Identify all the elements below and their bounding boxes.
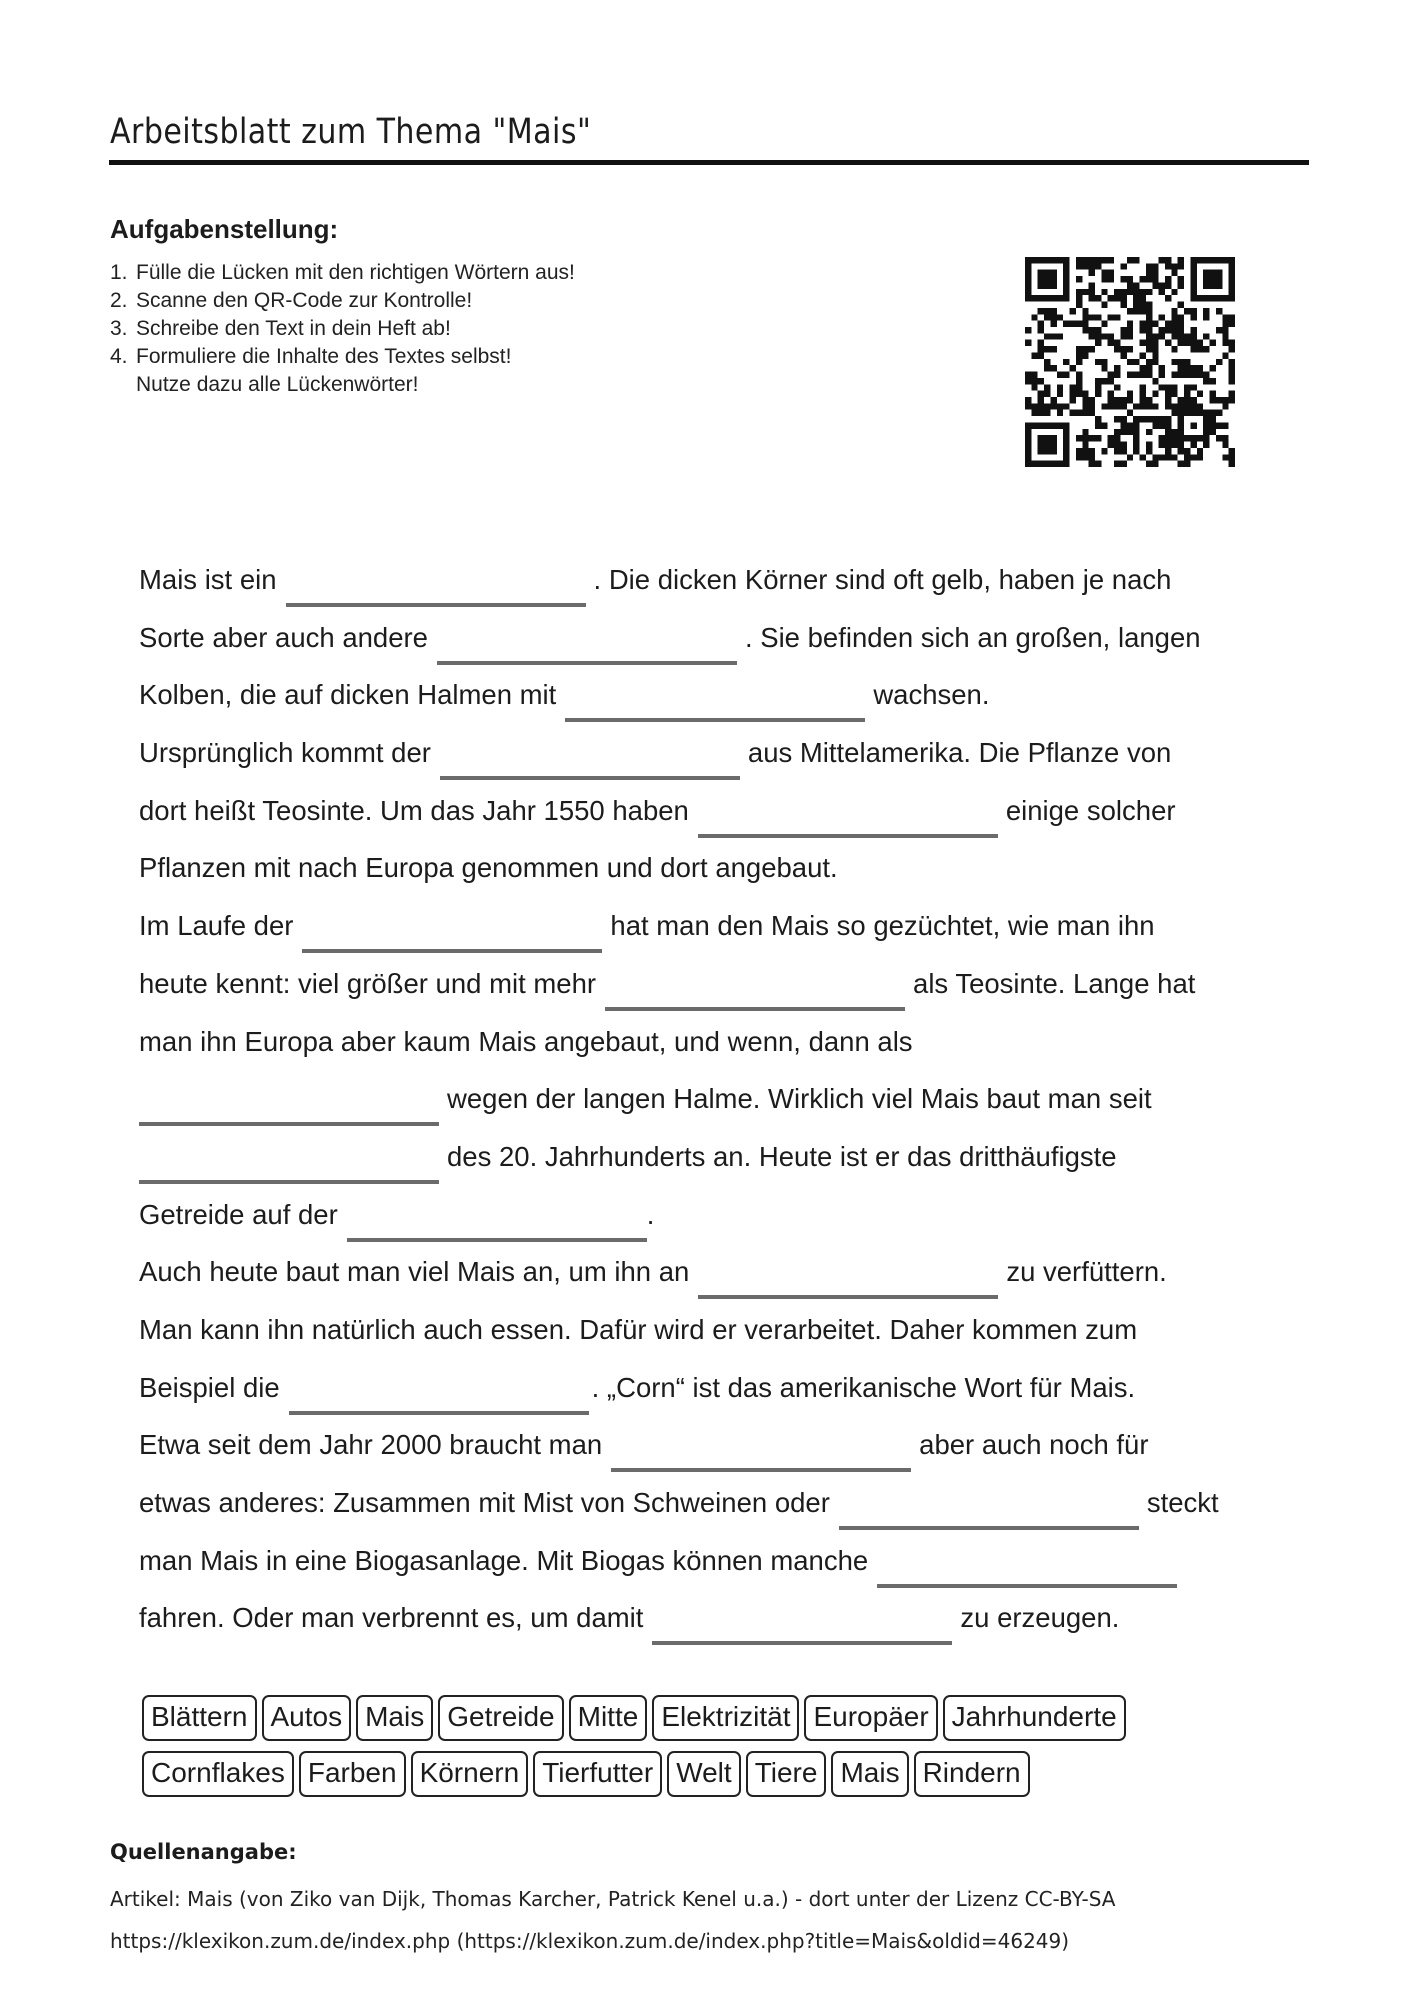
- text-line: [139, 1359, 1339, 1417]
- title-rule: [109, 160, 1309, 165]
- task-number: 4.: [110, 345, 128, 368]
- blank-field[interactable]: [605, 1007, 905, 1011]
- word-chip[interactable]: Körnern: [411, 1751, 529, 1797]
- word-chip[interactable]: Mitte: [569, 1695, 648, 1741]
- text-line: [139, 609, 1339, 667]
- task-continuation: Nutze dazu alle Lückenwörter!: [136, 373, 419, 396]
- text-segment: man Mais in eine Biogasanlage. Mit Biogas können manche: [139, 1544, 869, 1576]
- blank-field[interactable]: [440, 776, 740, 780]
- text-segment: Beispiel die: [139, 1371, 280, 1403]
- word-chip[interactable]: Jahrhunderte: [943, 1695, 1126, 1741]
- text-line: [139, 724, 1339, 782]
- text-segment: wegen der langen Halme. Wirklich viel Mais baut man seit: [447, 1083, 1152, 1115]
- text-segment: etwas anderes: Zusammen mit Mist von Schweinen oder: [139, 1487, 830, 1518]
- blank-field[interactable]: [652, 1641, 952, 1645]
- text-segment: Im Laufe der: [139, 910, 294, 942]
- word-chip[interactable]: Mais: [831, 1751, 908, 1797]
- text-segment: fahren. Oder man verbrennt es, um damit: [139, 1602, 644, 1634]
- task-item: [110, 315, 575, 343]
- text-line: [139, 1532, 1339, 1590]
- word-bank-row: [142, 1695, 1131, 1751]
- task-text: Schreibe den Text in dein Heft ab!: [136, 317, 451, 340]
- text-segment: Etwa seit dem Jahr 2000 braucht man: [139, 1429, 603, 1461]
- text-segment: .: [646, 1198, 655, 1230]
- text-line: [139, 1243, 1339, 1301]
- text-segment: als Teosinte. Lange hat: [913, 967, 1196, 999]
- text-segment: Pflanzen mit nach Europa genommen und dort angebaut.: [139, 852, 838, 884]
- sources-heading: Quellenangabe:: [110, 1840, 297, 1864]
- cloze-text: [139, 551, 1339, 1647]
- text-segment: Kolben, die auf dicken Halmen mit: [139, 679, 557, 711]
- text-line: [139, 1186, 1339, 1244]
- text-segment: des 20. Jahrhunderts an. Heute ist er das dritthäufigste: [447, 1140, 1117, 1172]
- word-chip[interactable]: Rindern: [914, 1751, 1030, 1797]
- text-segment: aber auch noch für: [919, 1429, 1149, 1461]
- text-line: [139, 666, 1339, 724]
- task-text: Formuliere die Inhalte des Textes selbst!: [136, 345, 512, 368]
- text-segment: Mais ist ein: [139, 564, 277, 595]
- word-chip[interactable]: Blättern: [142, 1695, 257, 1741]
- word-chip[interactable]: Cornflakes: [142, 1751, 294, 1797]
- blank-field[interactable]: [877, 1584, 1177, 1588]
- task-number: 1.: [110, 261, 128, 284]
- word-chip[interactable]: Elektrizität: [652, 1695, 799, 1741]
- blank-field[interactable]: [611, 1468, 911, 1472]
- blank-field[interactable]: [698, 1295, 998, 1299]
- task-item: [110, 287, 575, 315]
- text-line: [139, 551, 1339, 609]
- task-heading: Aufgabenstellung:: [110, 214, 339, 244]
- text-line: [139, 1128, 1339, 1186]
- text-segment: dort heißt Teosinte. Um das Jahr 1550 haben: [139, 794, 689, 826]
- word-chip[interactable]: Welt: [667, 1751, 741, 1797]
- text-segment: Man kann ihn natürlich auch essen. Dafür wird er verarbeitet. Daher kommen zum: [139, 1313, 1138, 1345]
- task-item: [110, 259, 575, 287]
- text-segment: heute kennt: viel größer und mit mehr: [139, 967, 597, 999]
- text-segment: Getreide auf der: [139, 1198, 338, 1230]
- blank-field[interactable]: [139, 1122, 439, 1126]
- text-segment: Ursprünglich kommt der: [139, 737, 431, 769]
- word-chip[interactable]: Farben: [299, 1751, 406, 1797]
- text-segment: zu verfüttern.: [1006, 1256, 1167, 1288]
- qr-code-icon[interactable]: [1025, 257, 1235, 467]
- blank-field[interactable]: [286, 603, 586, 607]
- text-line: [139, 1070, 1339, 1128]
- blank-field[interactable]: [302, 949, 602, 953]
- text-segment: steckt: [1146, 1487, 1219, 1518]
- word-bank: [142, 1695, 1131, 1807]
- blank-field[interactable]: [437, 661, 737, 665]
- text-line: [139, 1301, 1339, 1359]
- blank-field[interactable]: [698, 834, 998, 838]
- word-chip[interactable]: Tierfutter: [533, 1751, 662, 1797]
- task-text: Scanne den QR-Code zur Kontrolle!: [136, 289, 473, 312]
- blank-field[interactable]: [839, 1526, 1139, 1530]
- blank-field[interactable]: [139, 1180, 439, 1184]
- text-segment: wachsen.: [873, 679, 990, 711]
- text-segment: Auch heute baut man viel Mais an, um ihn an: [139, 1256, 690, 1288]
- word-bank-row: [142, 1751, 1131, 1807]
- task-text: Fülle die Lücken mit den richtigen Wörtern aus!: [136, 261, 575, 284]
- word-chip[interactable]: Autos: [262, 1695, 352, 1741]
- text-line: [139, 1416, 1339, 1474]
- text-segment: man ihn Europa aber kaum Mais angebaut, und wenn, dann als: [139, 1025, 913, 1057]
- page-title: Arbeitsblatt zum Thema "Mais": [110, 112, 592, 152]
- text-line: [139, 1013, 1339, 1071]
- source-article: Artikel: Mais (von Ziko van Dijk, Thomas Karcher, Patrick Kenel u.a.) - dort unter der Lizenz CC-BY-SA: [110, 1887, 1116, 1911]
- text-line: [139, 1474, 1339, 1532]
- text-segment: . Die dicken Körner sind oft gelb, haben je nach: [593, 564, 1172, 595]
- text-segment: . Sie befinden sich an großen, langen: [744, 621, 1201, 653]
- text-line: [139, 897, 1339, 955]
- word-chip[interactable]: Europäer: [804, 1695, 937, 1741]
- text-line: [139, 955, 1339, 1013]
- word-chip[interactable]: Tiere: [746, 1751, 827, 1797]
- blank-field[interactable]: [289, 1411, 589, 1415]
- text-segment: hat man den Mais so gezüchtet, wie man ihn: [610, 910, 1155, 942]
- task-list: [110, 259, 575, 399]
- text-segment: aus Mittelamerika. Die Pflanze von: [747, 737, 1172, 769]
- task-item: [110, 343, 575, 371]
- blank-field[interactable]: [565, 718, 865, 722]
- text-segment: . „Corn“ ist das amerikanische Wort für Mais.: [591, 1371, 1136, 1403]
- blank-field[interactable]: [347, 1238, 647, 1242]
- text-line: [139, 839, 1339, 897]
- task-number: 2.: [110, 289, 128, 312]
- text-line: [139, 1589, 1339, 1647]
- text-line: [139, 782, 1339, 840]
- source-url[interactable]: https://klexikon.zum.de/index.php (https://klexikon.zum.de/index.php?title=Mais&oldid=46249): [110, 1929, 1070, 1953]
- word-chip[interactable]: Mais: [356, 1695, 433, 1741]
- word-chip[interactable]: Getreide: [438, 1695, 563, 1741]
- text-segment: einige solcher: [1005, 794, 1176, 826]
- text-segment: Sorte aber auch andere: [139, 621, 428, 653]
- text-segment: zu erzeugen.: [960, 1602, 1120, 1634]
- task-number: 3.: [110, 317, 128, 340]
